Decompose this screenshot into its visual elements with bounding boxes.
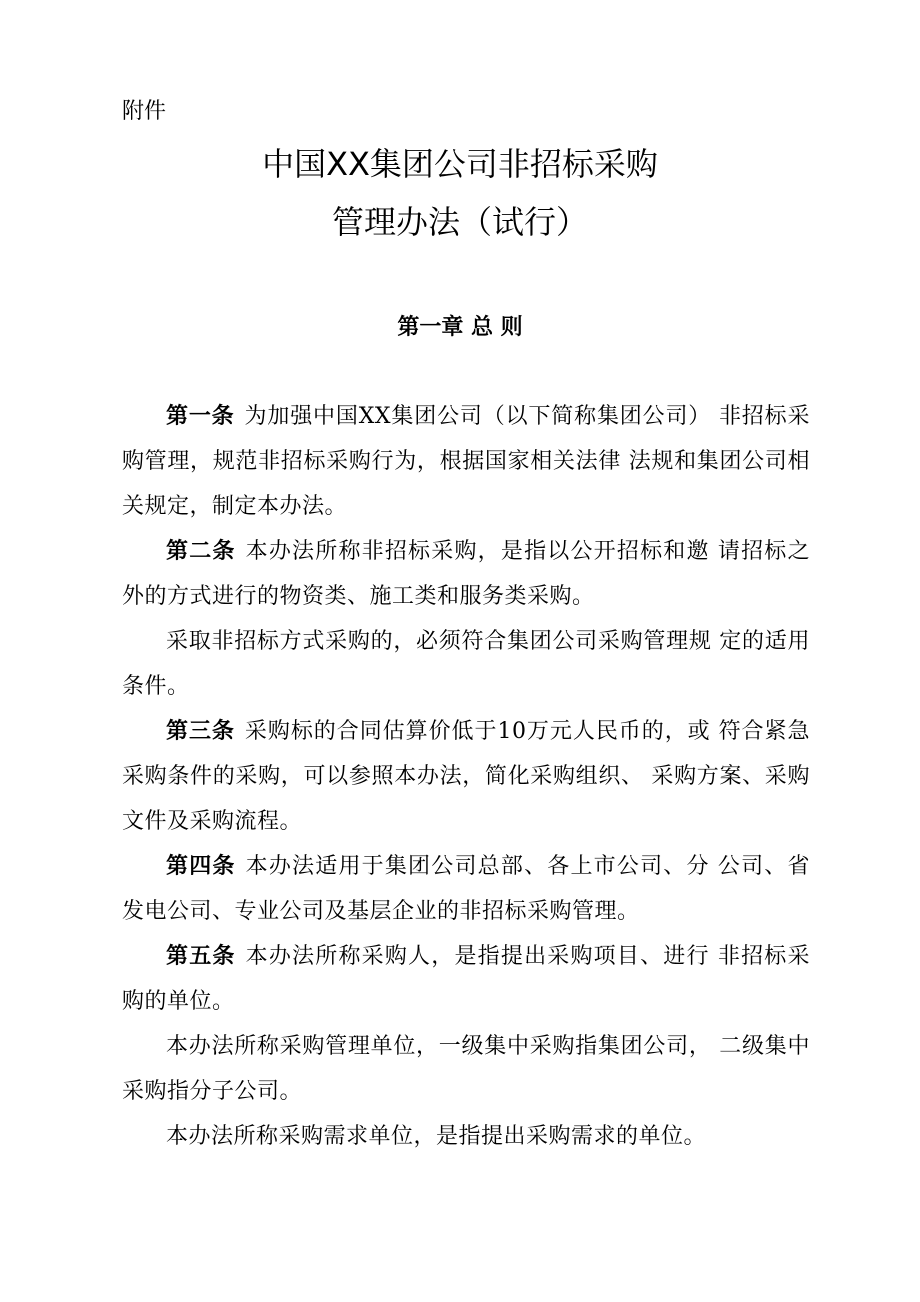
article-text: 采取非招标方式采购的，必须符合集团公司采购管理规 定的适用条件。 xyxy=(122,629,810,699)
article-text: 为加强中国XX集团公司（以下简称集团公司） 非招标采购管理，规范非招标采购行为，根据国家相关法律 法规和集团公司相关规定，制定本办法。 xyxy=(122,404,810,519)
chapter-heading: 第一章 总 则 xyxy=(397,315,523,340)
article-4 xyxy=(122,844,810,934)
article-label: 第三条 xyxy=(166,719,235,744)
article-text: 本办法所称采购需求单位，是指提出采购需求的单位。 xyxy=(166,1124,707,1149)
article-2 xyxy=(122,529,810,619)
article-label: 第二条 xyxy=(166,539,236,564)
article-text: 本办法所称采购管理单位，一级集中采购指集团公司， 二级集中采购指分子公司。 xyxy=(122,1034,810,1104)
article-label: 第四条 xyxy=(166,854,236,879)
document-body xyxy=(122,394,810,1159)
article-5 xyxy=(122,934,810,1024)
article-label: 第一条 xyxy=(166,404,235,429)
article-3 xyxy=(122,709,810,844)
article-5-paragraph xyxy=(122,1024,810,1114)
article-2-paragraph xyxy=(122,619,810,709)
attachment-label: 附件 xyxy=(122,99,167,124)
article-1 xyxy=(122,394,810,529)
document-title-line-2: 管理办法（试行） xyxy=(331,203,588,241)
article-text: 本办法所称采购人，是指提出采购项目、进行 非招标采购的单位。 xyxy=(122,944,810,1014)
document-title-line-1: 中国XX集团公司非招标采购 xyxy=(262,145,658,183)
article-5-paragraph xyxy=(122,1114,810,1159)
article-text: 采购标的合同估算价低于10万元人民币的，或 符合紧急采购条件的采购，可以参照本办法，简化采购组织、 采购方案、采购文件及采购流程。 xyxy=(122,719,810,834)
article-text: 本办法所称非招标采购，是指以公开招标和邀 请招标之外的方式进行的物资类、施工类和服务类采购。 xyxy=(122,539,810,609)
article-text: 本办法适用于集团公司总部、各上市公司、分 公司、省发电公司、专业公司及基层企业的非招标采购管理。 xyxy=(122,854,810,924)
article-label: 第五条 xyxy=(166,944,236,969)
